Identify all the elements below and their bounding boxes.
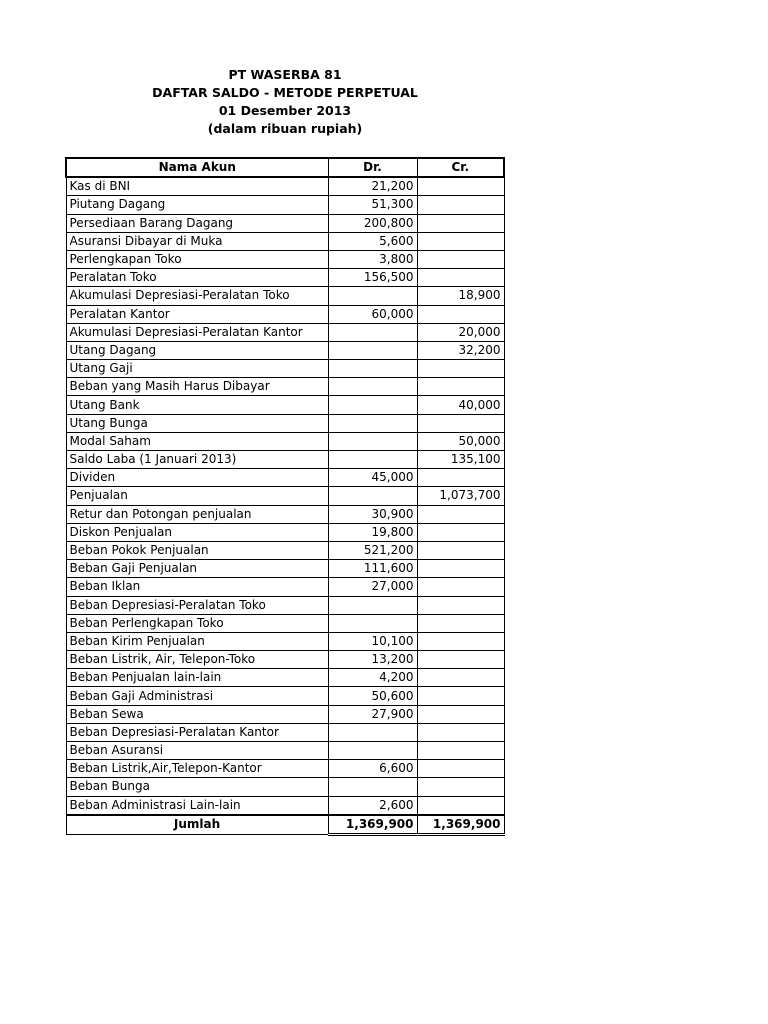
debit-cell xyxy=(328,378,417,396)
account-name-cell: Beban Administrasi Lain-lain xyxy=(66,796,328,815)
table-row xyxy=(66,232,504,250)
credit-cell xyxy=(417,742,504,760)
table-row xyxy=(66,705,504,723)
account-name-cell: Beban Sewa xyxy=(66,705,328,723)
debit-cell: 6,600 xyxy=(328,760,417,778)
account-name-cell: Utang Dagang xyxy=(66,341,328,359)
account-name-cell: Beban Gaji Penjualan xyxy=(66,560,328,578)
credit-cell: 40,000 xyxy=(417,396,504,414)
debit-cell: 27,900 xyxy=(328,705,417,723)
debit-cell xyxy=(328,451,417,469)
company-name: PT WASERBA 81 xyxy=(228,67,342,82)
account-name-cell: Saldo Laba (1 Januari 2013) xyxy=(66,451,328,469)
debit-cell xyxy=(328,596,417,614)
debit-cell: 521,200 xyxy=(328,541,417,559)
table-row xyxy=(66,796,504,815)
credit-cell xyxy=(417,632,504,650)
credit-cell xyxy=(417,414,504,432)
account-name-cell: Beban Iklan xyxy=(66,578,328,596)
credit-cell: 50,000 xyxy=(417,432,504,450)
table-row xyxy=(66,687,504,705)
table-header-row xyxy=(66,158,504,177)
table-row xyxy=(66,487,504,505)
table-row xyxy=(66,723,504,741)
table-row xyxy=(66,378,504,396)
debit-cell xyxy=(328,432,417,450)
credit-cell xyxy=(417,669,504,687)
credit-cell xyxy=(417,723,504,741)
debit-cell: 45,000 xyxy=(328,469,417,487)
trial-balance-table xyxy=(65,157,505,836)
account-name-cell: Beban yang Masih Harus Dibayar xyxy=(66,378,328,396)
account-name-cell: Modal Saham xyxy=(66,432,328,450)
account-name-cell: Utang Bunga xyxy=(66,414,328,432)
table-row xyxy=(66,214,504,232)
credit-cell: 135,100 xyxy=(417,451,504,469)
table-row xyxy=(66,505,504,523)
report-header xyxy=(0,66,570,138)
debit-cell: 60,000 xyxy=(328,305,417,323)
account-name-cell: Akumulasi Depresiasi-Peralatan Kantor xyxy=(66,323,328,341)
debit-cell xyxy=(328,323,417,341)
debit-cell: 10,100 xyxy=(328,632,417,650)
report-date: 01 Desember 2013 xyxy=(218,103,352,118)
table-row xyxy=(66,596,504,614)
debit-cell xyxy=(328,414,417,432)
debit-cell xyxy=(328,396,417,414)
account-name-cell: Beban Gaji Administrasi xyxy=(66,687,328,705)
account-name-cell: Beban Asuransi xyxy=(66,742,328,760)
credit-cell xyxy=(417,523,504,541)
credit-cell: 18,900 xyxy=(417,287,504,305)
account-name-cell: Beban Perlengkapan Toko xyxy=(66,614,328,632)
table-row xyxy=(66,305,504,323)
debit-cell: 27,000 xyxy=(328,578,417,596)
table-row xyxy=(66,287,504,305)
account-name-cell: Peralatan Kantor xyxy=(66,305,328,323)
debit-cell xyxy=(328,723,417,741)
account-name-cell: Utang Bank xyxy=(66,396,328,414)
debit-cell xyxy=(328,614,417,632)
credit-cell xyxy=(417,269,504,287)
credit-cell xyxy=(417,614,504,632)
debit-cell: 200,800 xyxy=(328,214,417,232)
column-header-credit: Cr. xyxy=(417,158,504,177)
report-title: DAFTAR SALDO - METODE PERPETUAL xyxy=(152,85,418,100)
credit-cell xyxy=(417,705,504,723)
table-row xyxy=(66,451,504,469)
credit-cell xyxy=(417,305,504,323)
table-row xyxy=(66,523,504,541)
table-row xyxy=(66,177,504,196)
account-name-cell: Beban Pokok Penjualan xyxy=(66,541,328,559)
account-name-cell: Piutang Dagang xyxy=(66,196,328,214)
credit-cell xyxy=(417,177,504,196)
debit-cell: 2,600 xyxy=(328,796,417,815)
account-name-cell: Beban Bunga xyxy=(66,778,328,796)
table-row xyxy=(66,778,504,796)
account-name-cell: Beban Listrik, Air, Telepon-Toko xyxy=(66,651,328,669)
account-name-cell: Beban Penjualan lain-lain xyxy=(66,669,328,687)
account-name-cell: Penjualan xyxy=(66,487,328,505)
table-row xyxy=(66,760,504,778)
credit-cell xyxy=(417,505,504,523)
account-name-cell: Dividen xyxy=(66,469,328,487)
debit-cell xyxy=(328,742,417,760)
debit-cell xyxy=(328,360,417,378)
table-row xyxy=(66,196,504,214)
table-row xyxy=(66,250,504,268)
total-row xyxy=(66,815,504,835)
table-row xyxy=(66,632,504,650)
report-unit: (dalam ribuan rupiah) xyxy=(207,121,363,136)
credit-cell xyxy=(417,214,504,232)
debit-cell: 5,600 xyxy=(328,232,417,250)
credit-cell: 1,073,700 xyxy=(417,487,504,505)
table-row xyxy=(66,432,504,450)
debit-cell: 19,800 xyxy=(328,523,417,541)
table-row xyxy=(66,669,504,687)
debit-cell xyxy=(328,341,417,359)
debit-cell: 4,200 xyxy=(328,669,417,687)
table-row xyxy=(66,560,504,578)
credit-cell xyxy=(417,378,504,396)
debit-cell xyxy=(328,287,417,305)
table-row xyxy=(66,578,504,596)
account-name-cell: Beban Depresiasi-Peralatan Toko xyxy=(66,596,328,614)
table-row xyxy=(66,469,504,487)
table-body xyxy=(66,177,504,815)
debit-cell: 13,200 xyxy=(328,651,417,669)
credit-cell xyxy=(417,360,504,378)
account-name-cell: Diskon Penjualan xyxy=(66,523,328,541)
table-row xyxy=(66,414,504,432)
table-row xyxy=(66,614,504,632)
credit-cell xyxy=(417,250,504,268)
column-header-account: Nama Akun xyxy=(66,158,328,177)
debit-cell xyxy=(328,778,417,796)
credit-cell xyxy=(417,541,504,559)
credit-cell xyxy=(417,578,504,596)
credit-cell xyxy=(417,560,504,578)
account-name-cell: Perlengkapan Toko xyxy=(66,250,328,268)
credit-cell xyxy=(417,469,504,487)
debit-cell: 21,200 xyxy=(328,177,417,196)
account-name-cell: Beban Kirim Penjualan xyxy=(66,632,328,650)
table-row xyxy=(66,651,504,669)
credit-cell xyxy=(417,796,504,815)
credit-cell xyxy=(417,760,504,778)
credit-cell xyxy=(417,196,504,214)
account-name-cell: Retur dan Potongan penjualan xyxy=(66,505,328,523)
column-header-debit: Dr. xyxy=(328,158,417,177)
debit-cell: 50,600 xyxy=(328,687,417,705)
credit-cell: 20,000 xyxy=(417,323,504,341)
total-label: Jumlah xyxy=(66,815,328,835)
account-name-cell: Kas di BNI xyxy=(66,177,328,196)
table-row xyxy=(66,541,504,559)
credit-cell xyxy=(417,687,504,705)
account-name-cell: Akumulasi Depresiasi-Peralatan Toko xyxy=(66,287,328,305)
account-name-cell: Asuransi Dibayar di Muka xyxy=(66,232,328,250)
total-credit: 1,369,900 xyxy=(417,815,504,835)
table-row xyxy=(66,323,504,341)
table-row xyxy=(66,396,504,414)
debit-cell: 3,800 xyxy=(328,250,417,268)
table-row xyxy=(66,742,504,760)
account-name-cell: Beban Listrik,Air,Telepon-Kantor xyxy=(66,760,328,778)
debit-cell: 111,600 xyxy=(328,560,417,578)
account-name-cell: Persediaan Barang Dagang xyxy=(66,214,328,232)
credit-cell xyxy=(417,778,504,796)
account-name-cell: Peralatan Toko xyxy=(66,269,328,287)
total-debit: 1,369,900 xyxy=(328,815,417,835)
debit-cell: 156,500 xyxy=(328,269,417,287)
table-row xyxy=(66,360,504,378)
credit-cell xyxy=(417,232,504,250)
credit-cell xyxy=(417,596,504,614)
debit-cell: 30,900 xyxy=(328,505,417,523)
debit-cell xyxy=(328,487,417,505)
credit-cell xyxy=(417,651,504,669)
table-row xyxy=(66,341,504,359)
account-name-cell: Utang Gaji xyxy=(66,360,328,378)
debit-cell: 51,300 xyxy=(328,196,417,214)
account-name-cell: Beban Depresiasi-Peralatan Kantor xyxy=(66,723,328,741)
credit-cell: 32,200 xyxy=(417,341,504,359)
table-row xyxy=(66,269,504,287)
